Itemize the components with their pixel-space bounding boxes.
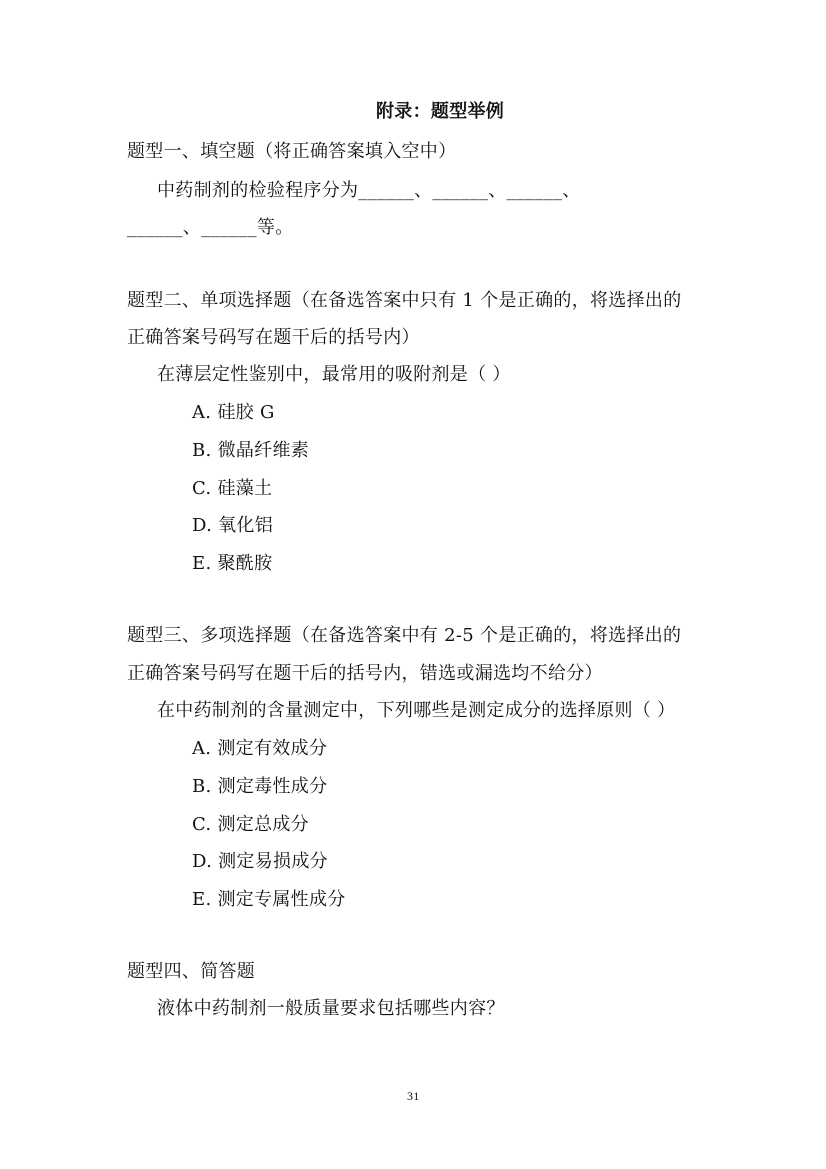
section-3-heading-line-1: 题型三、多项选择题（在备选答案中有 2-5 个是正确的，将选择出的 bbox=[127, 625, 682, 646]
section-2-heading-line-1: 题型二、单项选择题（在备选答案中只有 1 个是正确的，将选择出的 bbox=[127, 290, 682, 311]
section-1-question-line-2: ______、______等。 bbox=[127, 217, 294, 238]
section-2-option-d: D. 氧化铝 bbox=[192, 515, 274, 536]
section-1-question-line-1: 中药制剂的检验程序分为______、______、______、 bbox=[157, 180, 581, 201]
section-2-option-a: A. 硅胶 G bbox=[192, 402, 275, 423]
section-2-heading-line-2: 正确答案号码写在题干后的括号内） bbox=[127, 327, 420, 348]
section-3-option-d: D. 测定易损成分 bbox=[192, 851, 328, 872]
section-3-option-a: A. 测定有效成分 bbox=[192, 738, 328, 759]
section-4-question: 液体中药制剂一般质量要求包括哪些内容？ bbox=[157, 998, 505, 1019]
section-2-option-b: B. 微晶纤维素 bbox=[192, 440, 310, 461]
section-1-heading: 题型一、填空题（将正确答案填入空中） bbox=[127, 141, 457, 162]
section-3-question: 在中药制剂的含量测定中，下列哪些是测定成分的选择原则（ ） bbox=[157, 700, 676, 721]
section-2-option-e: E. 聚酰胺 bbox=[192, 553, 273, 574]
section-3-option-c: C. 测定总成分 bbox=[192, 814, 309, 835]
section-3-option-b: B. 测定毒性成分 bbox=[192, 776, 328, 797]
section-4-heading: 题型四、简答题 bbox=[127, 961, 256, 982]
section-3-option-e: E. 测定专属性成分 bbox=[192, 889, 346, 910]
section-3-heading-line-2: 正确答案号码写在题干后的括号内，错选或漏选均不给分） bbox=[127, 663, 603, 684]
page-title: 附录：题型举例 bbox=[376, 101, 505, 122]
page-number: 31 bbox=[407, 1089, 420, 1103]
section-2-option-c: C. 硅藻土 bbox=[192, 478, 273, 499]
section-2-question: 在薄层定性鉴别中，最常用的吸附剂是（ ） bbox=[157, 364, 511, 385]
